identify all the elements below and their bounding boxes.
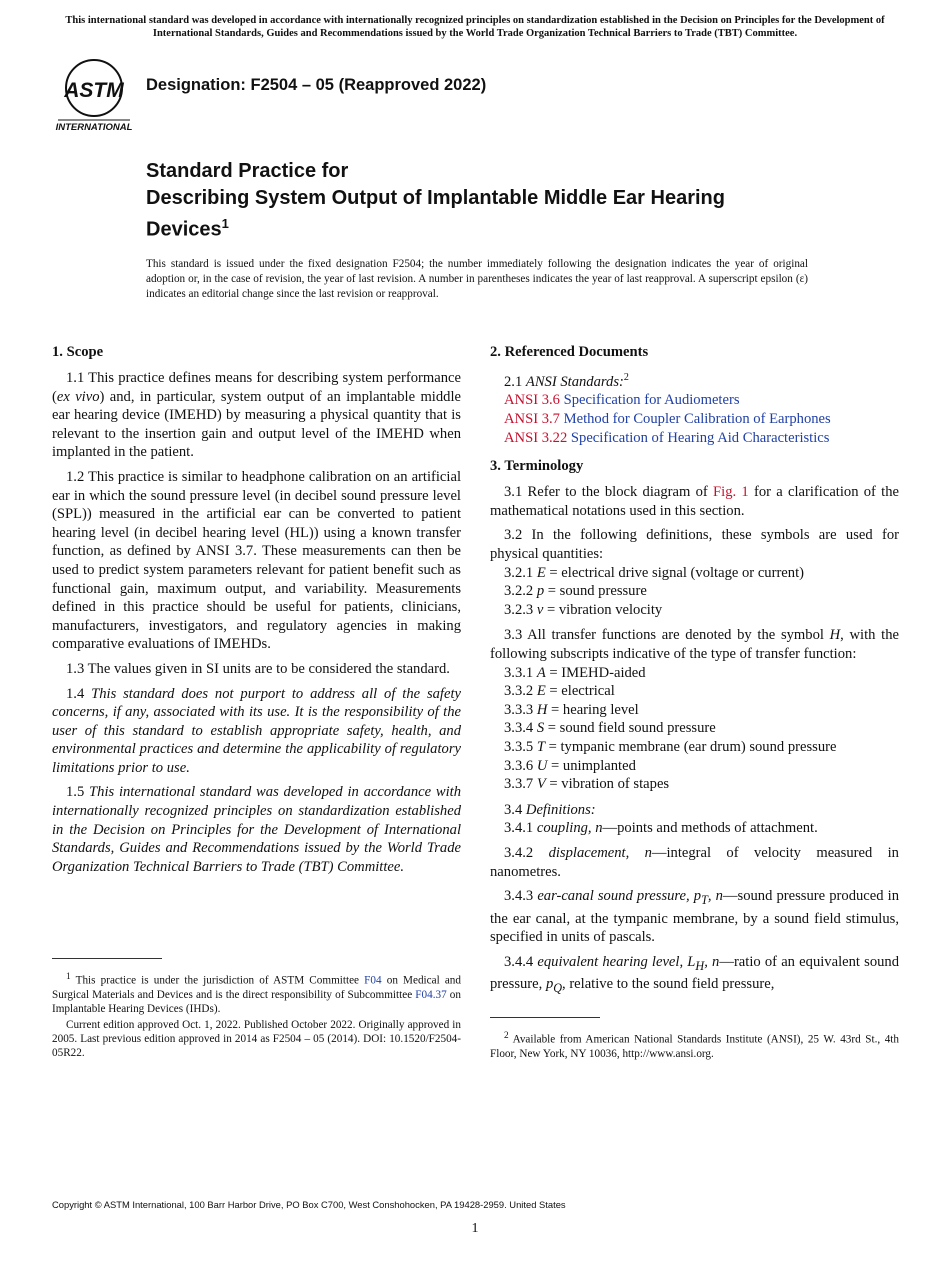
scope-heading: 1. Scope <box>52 344 104 360</box>
footnote-1-edition: Current edition approved Oct. 1, 2022. Published October 2022. Originally approved in 2005. Last previous edition approved in 2014 as F2504 – 05 (2014). DOI: 10.1520/F2504-05R22. <box>52 1018 461 1059</box>
link-f04[interactable]: F04 <box>364 974 382 987</box>
logo-mark: ASTM <box>64 79 124 102</box>
def-3-4-2: 3.4.2 displacement, n—integral of velocity measured in nanometres. <box>490 844 899 880</box>
definitions-heading: 3.4 Definitions: <box>504 801 596 818</box>
logo-subtitle: INTERNATIONAL <box>55 122 133 132</box>
ref-item[interactable]: ANSI 3.22 Specification of Hearing Aid Characteristics <box>504 429 830 446</box>
symbol-item: 3.2.3 v = vibration velocity <box>504 601 663 618</box>
subscript-item: 3.3.1 A = IMEHD-aided <box>504 664 646 681</box>
subscript-item: 3.3.4 S = sound field sound pressure <box>504 720 716 737</box>
scope-1-1: 1.1 This practice defines means for describing system performance (ex vivo) and, in particular, system output of an implantable middle ear hearing device (IMEHD) by measuring a physical quantity that is relevant to the insertion gain and output level of the IMEHD when implanted in the patient. <box>52 370 461 461</box>
def-3-4-1: 3.4.1 coupling, n—points and methods of attachment. <box>504 820 818 837</box>
symbol-item: 3.2.1 E = electrical drive signal (voltage or current) <box>504 564 804 581</box>
top-note: This international standard was developed in accordance with internationally recognized principles on standardization established in the Decision on Principles for the Development of International Standards, Guides and Recommendations issued by the World Trade Organization Technical Barriers to Trade (TBT) Committee. <box>65 15 885 39</box>
ref-item[interactable]: ANSI 3.6 Specification for Audiometers <box>504 392 740 409</box>
scope-1-4: 1.4 This standard does not purport to address all of the safety concerns, if any, associated with its use. It is the responsibility of the user of this standard to establish appropriate safety, health, and environmental practices and determine the applicability of regulatory limitations prior to use. <box>52 685 461 776</box>
referenced-heading: 2. Referenced Documents <box>490 344 649 360</box>
ref-item[interactable]: ANSI 3.7 Method for Coupler Calibration of Earphones <box>504 411 831 428</box>
terminology-heading: 3. Terminology <box>490 458 584 475</box>
term-3-2: 3.2 In the following definitions, these symbols are used for physical quantities: <box>490 527 899 563</box>
right-column <box>490 343 899 1004</box>
scope-1-2: 1.2 This practice is similar to headphone calibration on an artificial ear in which the sound pressure level (in decibel sound pressure level (SPL)) measured in the artificial ear can be converted to patient hearing level (in decibel hearing level (HL)) using a known transfer function, as defined by ANSI 3.7. These measurements can then be used to predict system parameters relevant for patient benefit such as functional gain, maximum output, and variability. Measurements defined in this practice should be useful for patients, clinicians, manufacturers, investigators, and regulatory agencies in making comparative evaluations of IMEHDs. <box>52 468 461 653</box>
footnote-1: $^1$ This practice is under the jurisdiction of ASTM Committee F04 on Medical and Surgical Materials and Devices and is the direct responsibility of Subcommittee F04.37 on Implantable Hearing Devices (IHDs). Current edition approved Oct. 1, 2022. Published October 2022. Originally approved in 2005. Last previous edition approved in 2014 as F2504 – 05 (2014). DOI: 10.1520/F2504-05R22. <box>52 972 461 1059</box>
title-line-2 <box>146 185 786 243</box>
footnote-2: $^2$ Available from American National Standards Institute (ANSI), 25 W. 43rd St., 4th Floor, New York, NY 10036, http://www.ansi.org. <box>490 1031 899 1060</box>
subscript-item: 3.3.5 T = tympanic membrane (ear drum) sound pressure <box>504 738 837 755</box>
designation: Designation: F2504 – 05 (Reapproved 2022) <box>146 76 487 94</box>
def-3-4-4: 3.4.4 equivalent hearing level, $L_H$, n—ratio of an equivalent sound pressure, $p_Q$, relative to the sound field pressure, <box>490 953 900 996</box>
footnote-rule-right <box>490 1017 600 1018</box>
astm-logo <box>54 56 134 132</box>
title-footnote-mark: 1 <box>221 216 229 231</box>
left-column <box>52 343 461 882</box>
scope-1-5: 1.5 This international standard was developed in accordance with internationally recognized principles on standardization established in the Decision on Principles for the Development of International Standards, Guides and Recommendations issued by the World Trade Organization Technical Barriers to Trade (TBT) Committee. <box>52 784 462 875</box>
copyright: Copyright © ASTM International, 100 Barr Harbor Drive, PO Box C700, West Conshohocken, PA 19428-2959. United States <box>52 1199 566 1210</box>
issued-note: This standard is issued under the fixed designation F2504; the number immediately following the designation indicates the year of original adoption or, in the case of revision, the year of last revision. A number in parentheses indicates the year of last reapproval. A superscript epsilon (ε) indicates an editorial change since the last revision or reapproval. <box>146 258 808 300</box>
title-text: Describing System Output of Implantable Middle Ear Hearing Devices <box>146 187 725 241</box>
scope-1-3: 1.3 The values given in SI units are to be considered the standard. <box>66 660 450 677</box>
link-f04-37[interactable]: F04.37 <box>415 988 447 1001</box>
footnote-rule-left <box>52 958 162 959</box>
subscript-item: 3.3.3 H = hearing level <box>504 701 639 718</box>
page-number: 1 <box>471 1221 479 1236</box>
symbol-item: 3.2.2 p = sound pressure <box>504 583 647 600</box>
subscript-item: 3.3.2 E = electrical <box>504 683 615 700</box>
term-3-3: 3.3 All transfer functions are denoted by the symbol H, with the following subscripts indicative of the type of transfer function: <box>490 627 899 662</box>
term-3-1: 3.1 Refer to the block diagram of Fig. 1 for a clarification of the mathematical notations used in this section. <box>490 484 900 519</box>
title-line-1: Standard Practice for <box>146 160 349 182</box>
link-fig-1[interactable]: Fig. 1 <box>713 484 749 501</box>
def-3-4-3: 3.4.3 ear-canal sound pressure, $p_T$, n—sound pressure produced in the ear canal, at the tympanic membrane, by a sound field stimulus, specified in units of pascals. <box>490 888 899 946</box>
referenced-intro: 2.1 ANSI Standards:$^2$ <box>504 372 629 390</box>
subscript-item: 3.3.7 V = vibration of stapes <box>504 776 670 793</box>
subscript-item: 3.3.6 U = unimplanted <box>504 757 636 774</box>
